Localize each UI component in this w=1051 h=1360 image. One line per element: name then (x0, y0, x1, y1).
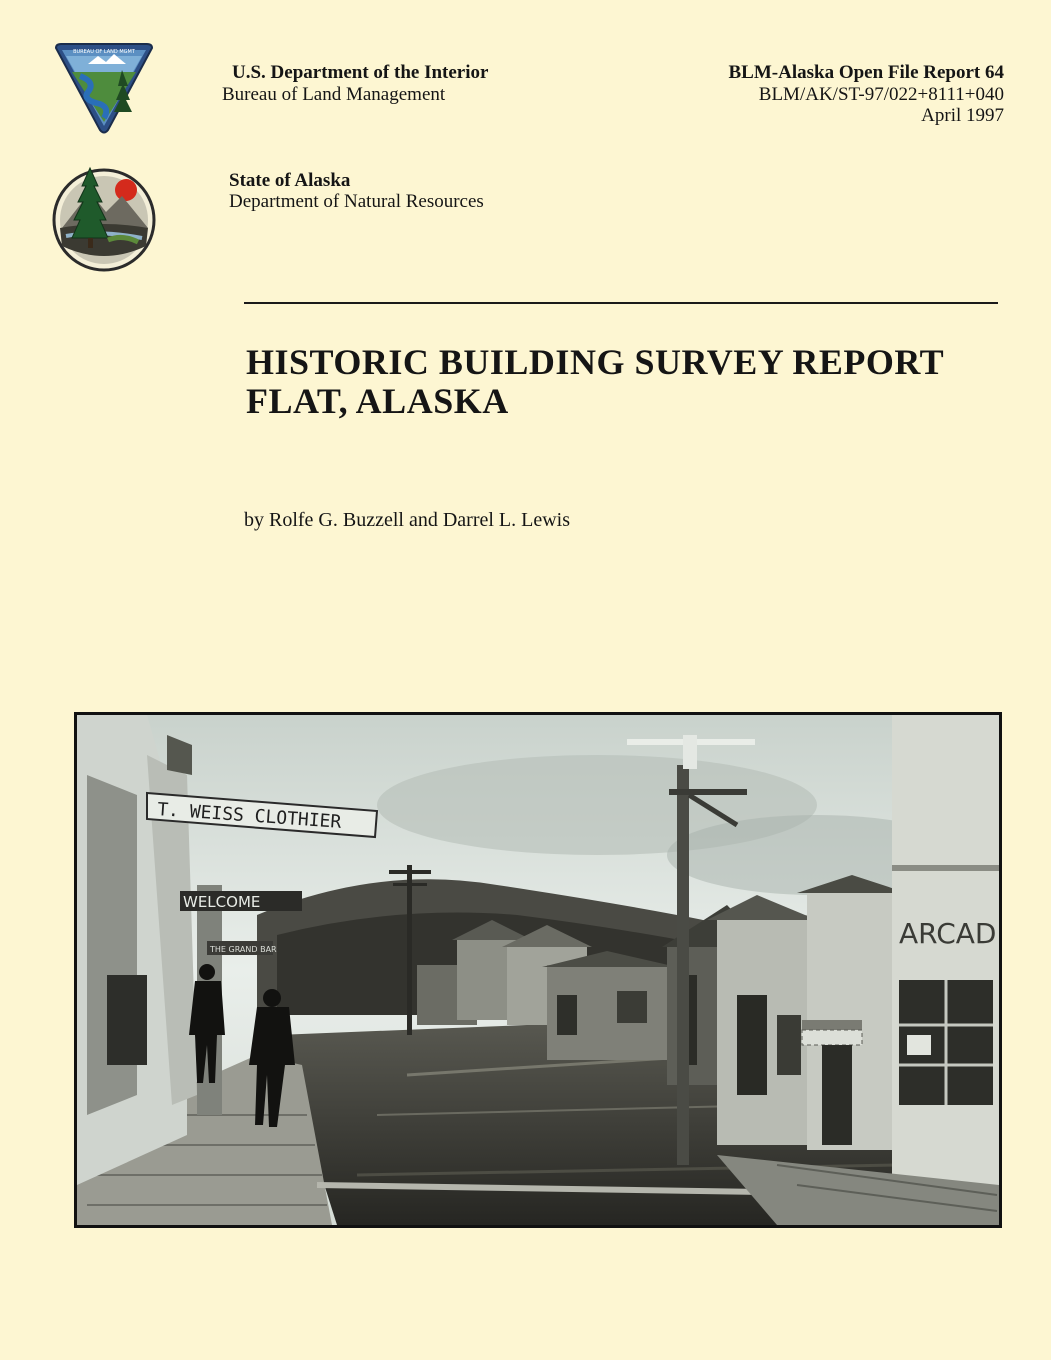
svg-text:BUREAU OF LAND MGMT: BUREAU OF LAND MGMT (73, 49, 135, 55)
authors: by Rolfe G. Buzzell and Darrel L. Lewis (244, 509, 571, 531)
title-line-1: HISTORIC BUILDING SURVEY REPORT (246, 342, 945, 382)
report-date: April 1997 (921, 105, 1004, 126)
state-department: Department of Natural Resources (229, 191, 484, 212)
historic-street-photo (74, 712, 1002, 1228)
sign-grand-bar: THE GRAND BAR (210, 945, 277, 954)
report-number: BLM/AK/ST-97/022+8111+040 (758, 84, 1004, 105)
report-series: BLM-Alaska Open File Report 64 (728, 62, 1004, 83)
federal-department: U.S. Department of the Interior (232, 62, 489, 83)
sign-welcome: WELCOME (183, 893, 261, 911)
title-line-2: FLAT, ALASKA (246, 381, 509, 421)
sign-clothier: T. WEISS CLOTHIER (156, 799, 342, 833)
state-name: State of Alaska (229, 170, 351, 191)
sign-arcade: ARCAD (899, 917, 997, 950)
federal-bureau: Bureau of Land Management (222, 84, 446, 105)
blm-logo-icon (52, 42, 156, 134)
title-divider (244, 302, 998, 304)
dnr-seal-icon (50, 162, 158, 274)
